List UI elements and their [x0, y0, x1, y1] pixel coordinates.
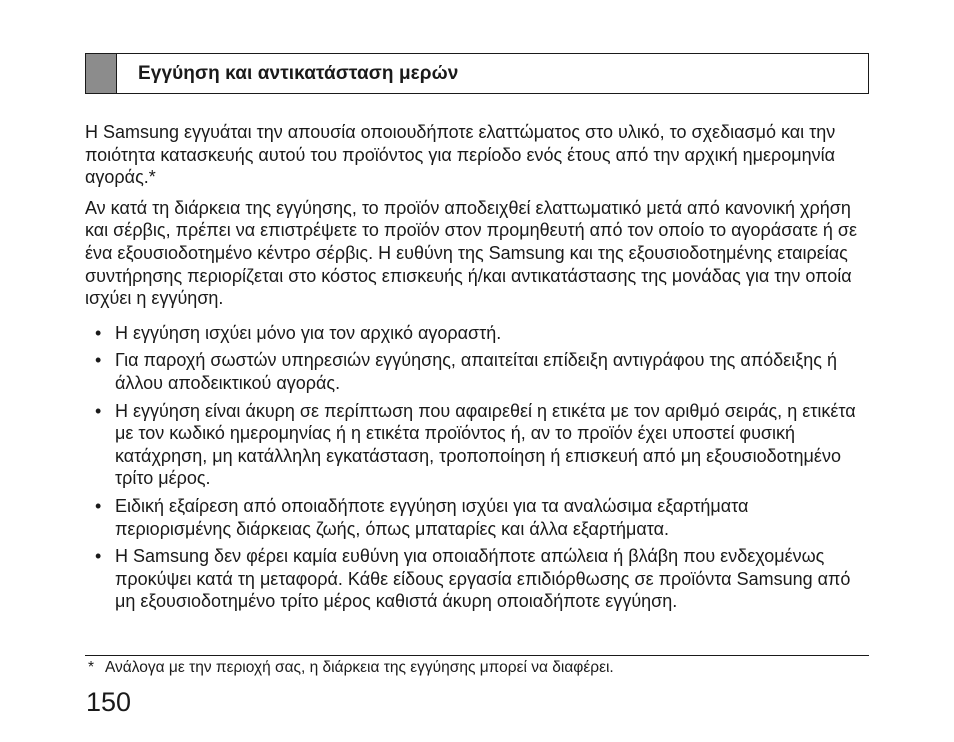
bullet-icon: • — [95, 546, 102, 567]
list-item — [85, 322, 869, 345]
footnote-text: Ανάλογα με την περιοχή σας, η διάρκεια της εγγύησης μπορεί να διαφέρει. — [105, 659, 614, 676]
section-header — [85, 53, 869, 94]
bullet-icon: • — [95, 400, 102, 421]
list-item-text: Για παροχή σωστών υπηρεσιών εγγύησης, απαιτείται επίδειξη αντιγράφου της απόδειξης ή άλλου αποδεικτικού αγοράς. — [115, 350, 837, 393]
list-item — [85, 349, 869, 394]
footnote-divider — [85, 655, 869, 656]
footnote-asterisk: * — [88, 659, 95, 676]
paragraph-warranty-defect: Αν κατά τη διάρκεια της εγγύησης, το προϊόν αποδειχθεί ελαττωματικό μετά από κανονική χρήση και σέρβις, πρέπει να επιστρέψετε το προϊόν στον προμηθευτή από τον οποίο το αγοράσατε ή σε ένα εξουσιοδοτημένο κέντρο σέρβις. Η ευθύνη της Samsung και της εξουσιοδοτημένης εταιρείας συντήρησης περιορίζεται στο κόστος επισκευής ή/και αντικατάστασης της μονάδας για την οποία ισχύει η εγγύηση. — [85, 197, 857, 309]
list-item-text: Η Samsung δεν φέρει καμία ευθύνη για οποιαδήποτε απώλεια ή βλάβη που ενδεχομένως προκύψει κατά τη μεταφορά. Κάθε είδους εργασία επιδιόρθωσης σε προϊόντα Samsung από μη εξουσιοδοτημένο τρίτο μέρος καθιστά άκυρη οποιαδήποτε εγγύηση. — [115, 546, 851, 612]
bullet-icon: • — [95, 350, 102, 371]
bullet-icon: • — [95, 495, 102, 516]
page-content — [85, 53, 869, 618]
section-title: Εγγύηση και αντικατάσταση μερών — [138, 62, 459, 84]
list-item-text: Ειδική εξαίρεση από οποιαδήποτε εγγύηση ισχύει για τα αναλώσιμα εξαρτήματα περιορισμένης διάρκειας ζωής, όπως μπαταρίες και άλλα εξαρτήματα. — [115, 495, 749, 539]
list-item-text: Η εγγύηση ισχύει μόνο για τον αρχικό αγοραστή. — [115, 322, 502, 343]
bullet-icon: • — [95, 322, 102, 343]
list-item — [85, 400, 869, 490]
page-number: 150 — [86, 687, 132, 717]
header-gray-block — [86, 54, 117, 93]
bullet-list — [85, 322, 869, 613]
list-item — [85, 495, 869, 540]
footnote — [88, 658, 614, 678]
list-item — [85, 545, 869, 613]
list-item-text: Η εγγύηση είναι άκυρη σε περίπτωση που αφαιρεθεί η ετικέτα με τον αριθμό σειράς, η ετικέτα με τον κωδικό ημερομηνίας ή η ετικέτα προϊόντος ή, αν το προϊόν έχει υποστεί φυσική κατάχρηση, μη κατάλληλη εγκατάσταση, τροποποίηση ή επισκευή από μη εξουσιοδοτημένο τρίτο μέρος. — [115, 400, 856, 489]
paragraph-warranty-intro: Η Samsung εγγυάται την απουσία οποιουδήποτε ελαττώματος στο υλικό, το σχεδιασμό και την ποιότητα κατασκευής αυτού του προϊόντος για περίοδο ενός έτους από την αρχική ημερομηνία αγοράς.* — [85, 122, 836, 188]
body-text — [85, 121, 869, 613]
